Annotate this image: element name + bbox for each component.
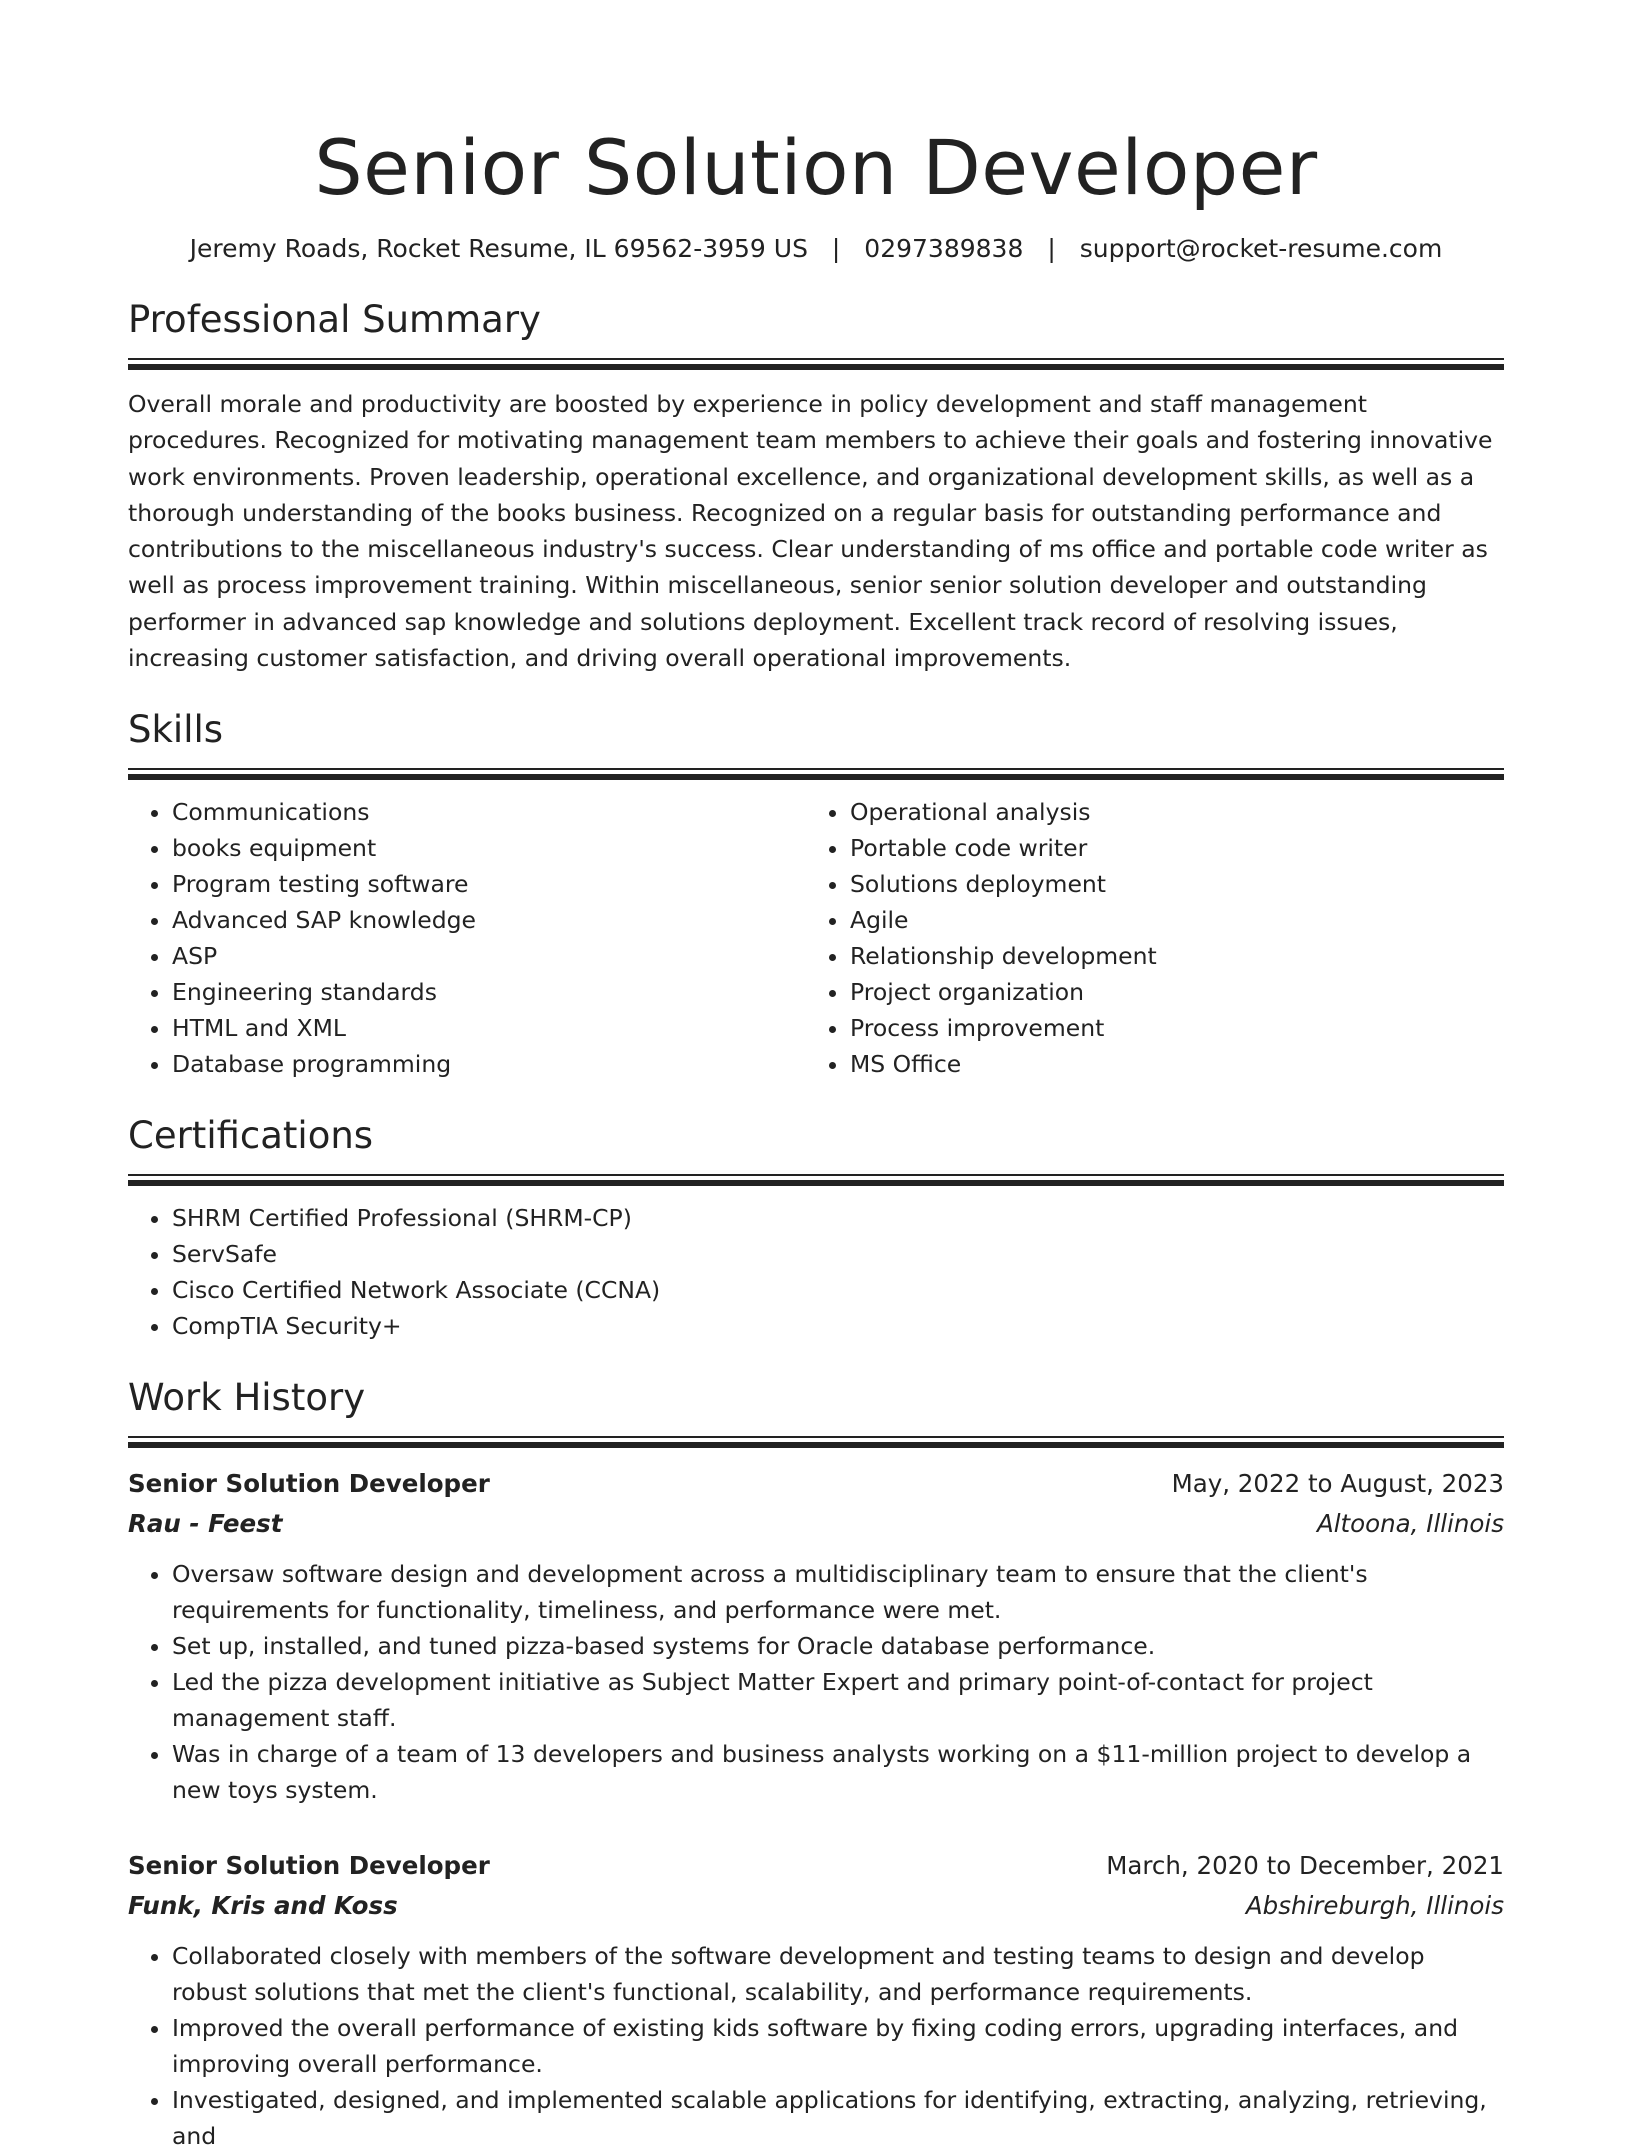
certification-item: • Cisco Certified Network Associate (CCNA)	[172, 1272, 1504, 1308]
skill-item: • Agile	[850, 902, 1484, 938]
job-location: Altoona, Illinois	[1316, 1509, 1504, 1539]
section-divider	[128, 768, 1504, 780]
job-bullets	[128, 1938, 1504, 2154]
job-bullets	[128, 1556, 1504, 1808]
resume-title: Senior Solution Developer	[314, 123, 1318, 212]
skills-grid	[128, 794, 1504, 1082]
contact-line	[128, 232, 1504, 266]
professional-summary-heading: Professional Summary	[128, 298, 541, 341]
contact-email: support@rocket-resume.com	[1079, 234, 1443, 263]
certification-item: • SHRM Certified Professional (SHRM-CP)	[172, 1200, 1504, 1236]
certifications-list	[128, 1200, 1504, 1344]
skill-item: • Database programming	[172, 1046, 806, 1082]
skill-item: • Advanced SAP knowledge	[172, 902, 806, 938]
job-bullet: • Investigated, designed, and implemented scalable applications for identifying, extracting, analyzing, retrieving, and	[172, 2082, 1504, 2154]
section-divider	[128, 1436, 1504, 1448]
job-entry	[128, 1464, 1504, 1808]
contact-separator: |	[831, 234, 841, 263]
work-history-heading: Work History	[128, 1376, 366, 1420]
skill-item: • Portable code writer	[850, 830, 1484, 866]
section-divider	[128, 358, 1504, 370]
certifications-section	[128, 1112, 1504, 1344]
job-header-row	[128, 1846, 1504, 1886]
professional-summary-text: Overall morale and productivity are boosted by experience in policy development and staff management procedures. Recognized for motivating management team members to achieve their goals and fostering innovative work environments. Proven leadership, operational excellence, and organizational development skills, as well as a thorough understanding of the books business. Recognized on a regular basis for outstanding performance and contributions to the miscellaneous industry's success. Clear understanding of ms office and portable code writer as well as process improvement training. Within miscellaneous, senior senior solution developer and outstanding performer in advanced sap knowledge and solutions deployment. Excellent track record of resolving issues, increasing customer satisfaction, and driving overall operational improvements.	[128, 390, 1493, 673]
skills-section	[128, 706, 1504, 1082]
job-bullet: • Improved the overall performance of existing kids software by fixing coding errors, upgrading interfaces, and improving overall performance.	[172, 2010, 1504, 2082]
skills-heading: Skills	[128, 708, 224, 752]
skill-item: • Operational analysis	[850, 794, 1484, 830]
job-subheader-row	[128, 1504, 1504, 1544]
job-bullet: • Oversaw software design and development across a multidisciplinary team to ensure that the client's requirements for functionality, timeliness, and performance were met.	[172, 1556, 1504, 1628]
skill-item: • Communications	[172, 794, 806, 830]
certification-item: • CompTIA Security+	[172, 1308, 1504, 1344]
certifications-heading: Certifications	[128, 1114, 374, 1158]
job-location: Abshireburgh, Illinois	[1245, 1891, 1504, 1921]
job-title: Senior Solution Developer	[128, 1851, 490, 1881]
job-entry	[128, 1846, 1504, 2154]
job-bullet: • Collaborated closely with members of the software development and testing teams to design and develop robust solutions that met the client's functional, scalability, and performance requirements.	[172, 1938, 1504, 2010]
skills-left-list	[128, 794, 806, 1082]
job-company: Rau - Feest	[128, 1509, 283, 1539]
skill-item: • Program testing software	[172, 866, 806, 902]
certification-item: • ServSafe	[172, 1236, 1504, 1272]
skill-item: • ASP	[172, 938, 806, 974]
contact-phone: 0297389838	[864, 234, 1024, 263]
skill-item: • Relationship development	[850, 938, 1484, 974]
professional-summary-section	[128, 296, 1504, 676]
work-history-section	[128, 1374, 1504, 2154]
skill-item: • books equipment	[172, 830, 806, 866]
contact-address: Jeremy Roads, Rocket Resume, IL 69562-3959 US	[189, 234, 808, 263]
skills-right-list	[806, 794, 1484, 1082]
skill-item: • Process improvement	[850, 1010, 1484, 1046]
skill-item: • MS Office	[850, 1046, 1484, 1082]
contact-separator: |	[1047, 234, 1056, 263]
job-title: Senior Solution Developer	[128, 1469, 490, 1499]
job-dates: May, 2022 to August, 2023	[1171, 1469, 1504, 1499]
skill-item: • Engineering standards	[172, 974, 806, 1010]
job-company: Funk, Kris and Koss	[128, 1891, 398, 1921]
job-bullet: • Set up, installed, and tuned pizza-based systems for Oracle database performance.	[172, 1628, 1504, 1664]
job-bullet: • Was in charge of a team of 13 developers and business analysts working on a $11-million project to develop a new toys system.	[172, 1736, 1504, 1808]
job-header-row	[128, 1464, 1504, 1504]
skill-item: • HTML and XML	[172, 1010, 806, 1046]
skill-item: • Project organization	[850, 974, 1484, 1010]
job-bullet: • Led the pizza development initiative as Subject Matter Expert and primary point-of-contact for project management staff.	[172, 1664, 1504, 1736]
resume-content	[128, 118, 1504, 2154]
job-subheader-row	[128, 1886, 1504, 1926]
skill-item: • Solutions deployment	[850, 866, 1484, 902]
section-divider	[128, 1174, 1504, 1186]
job-dates: March, 2020 to December, 2021	[1106, 1851, 1504, 1881]
